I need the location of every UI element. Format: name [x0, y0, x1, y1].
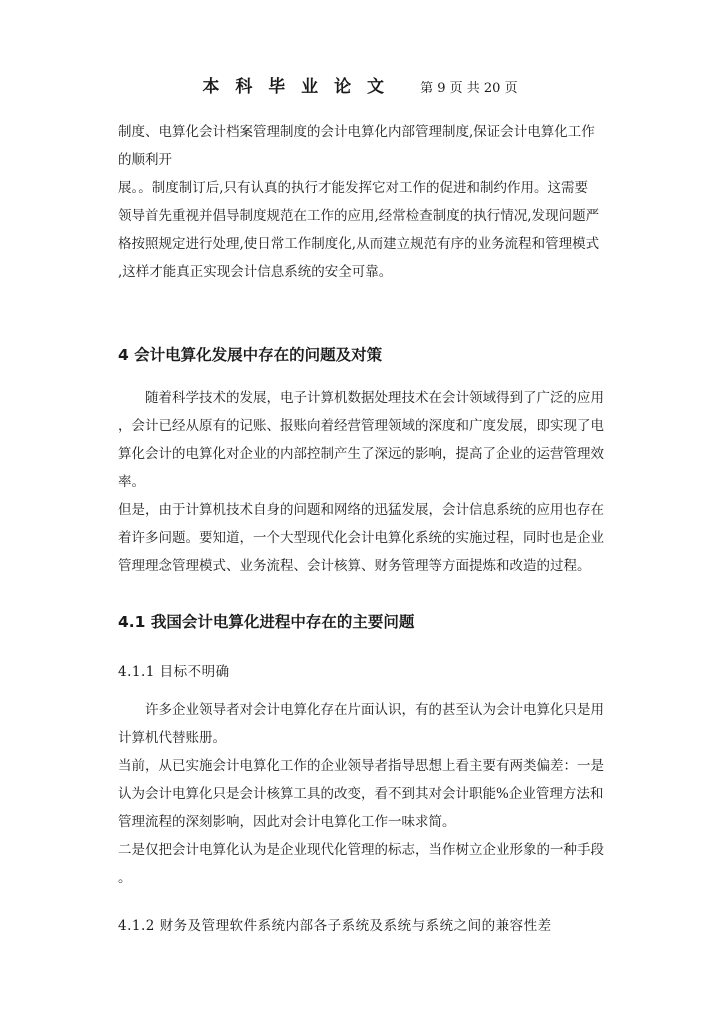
- text-line: 认为会计电算化只是会计核算工具的改变，看不到其对会计职能%企业管理方法和: [118, 786, 604, 802]
- text-line: 格按照规定进行处理,使日常工作制度化,从而建立规范有序的业务流程和管理模式: [118, 236, 600, 252]
- text-line: 。: [118, 870, 132, 886]
- text-line: 的顺利开: [118, 152, 172, 168]
- text-line: 算化会计的电算化对企业的内部控制产生了深远的影响，提高了企业的运营管理效: [118, 446, 604, 462]
- text-line: 率。: [118, 474, 145, 490]
- text-line: 管理理念管理模式、业务流程、会计核算、财务管理等方面提炼和改造的过程。: [118, 558, 591, 574]
- text-line: 管理流程的深刻影响，因此对会计电算化工作一味求简。: [118, 814, 456, 830]
- section-4-1-heading: 4.1 我国会计电算化进程中存在的主要问题: [118, 613, 415, 631]
- text-line: 计算机代替账册。: [118, 730, 226, 746]
- text-line: 着许多问题。要知道，一个大型现代化会计电算化系统的实施过程，同时也是企业: [118, 530, 604, 546]
- text-line: 领导首先重视并倡导制度规范在工作的应用,经常检查制度的执行情况,发现问题严: [118, 208, 600, 224]
- thesis-title: 本 科 毕 业 论 文: [202, 77, 389, 97]
- text-line: ，会计已经从原有的记账、报账向着经营管理领域的深度和广度发展，即实现了电: [118, 418, 604, 434]
- text-line: ,这样才能真正实现会计信息系统的安全可靠。: [118, 264, 393, 280]
- text-line: 展。。制度制订后,只有认真的执行才能发挥它对工作的促进和制约作用。这需要: [118, 180, 589, 196]
- text-line: 当前，从已实施会计电算化工作的企业领导者指导思想上看主要有两类偏差：一是: [118, 758, 604, 774]
- paragraph-4-1-1-a: [118, 696, 648, 752]
- paragraph-4-1: [118, 384, 648, 496]
- section-4-heading: 4 会计电算化发展中存在的问题及对策: [118, 346, 383, 364]
- paragraph-intro: [118, 118, 648, 286]
- text-line: 随着科学技术的发展，电子计算机数据处理技术在会计领域得到了广泛的应用: [145, 390, 604, 406]
- page-header: [0, 72, 720, 97]
- paragraph-4-1-1-b: [118, 752, 648, 892]
- paragraph-4-2: [118, 496, 648, 580]
- page-number: 第 9 页 共 20 页: [420, 81, 518, 96]
- text-line: 制度、电算化会计档案管理制度的会计电算化内部管理制度,保证会计电算化工作: [118, 124, 595, 140]
- section-4-1-1-heading: 4.1.1 目标不明确: [118, 664, 230, 680]
- text-line: 但是，由于计算机技术自身的问题和网络的迅猛发展，会计信息系统的应用也存在: [118, 502, 604, 518]
- text-line: 许多企业领导者对会计电算化存在片面认识，有的甚至认为会计电算化只是用: [145, 702, 604, 718]
- text-line: 二是仅把会计电算化认为是企业现代化管理的标志，当作树立企业形象的一种手段: [118, 842, 604, 858]
- section-4-1-2-heading: 4.1.2 财务及管理软件系统内部各子系统及系统与系统之间的兼容性差: [118, 918, 552, 934]
